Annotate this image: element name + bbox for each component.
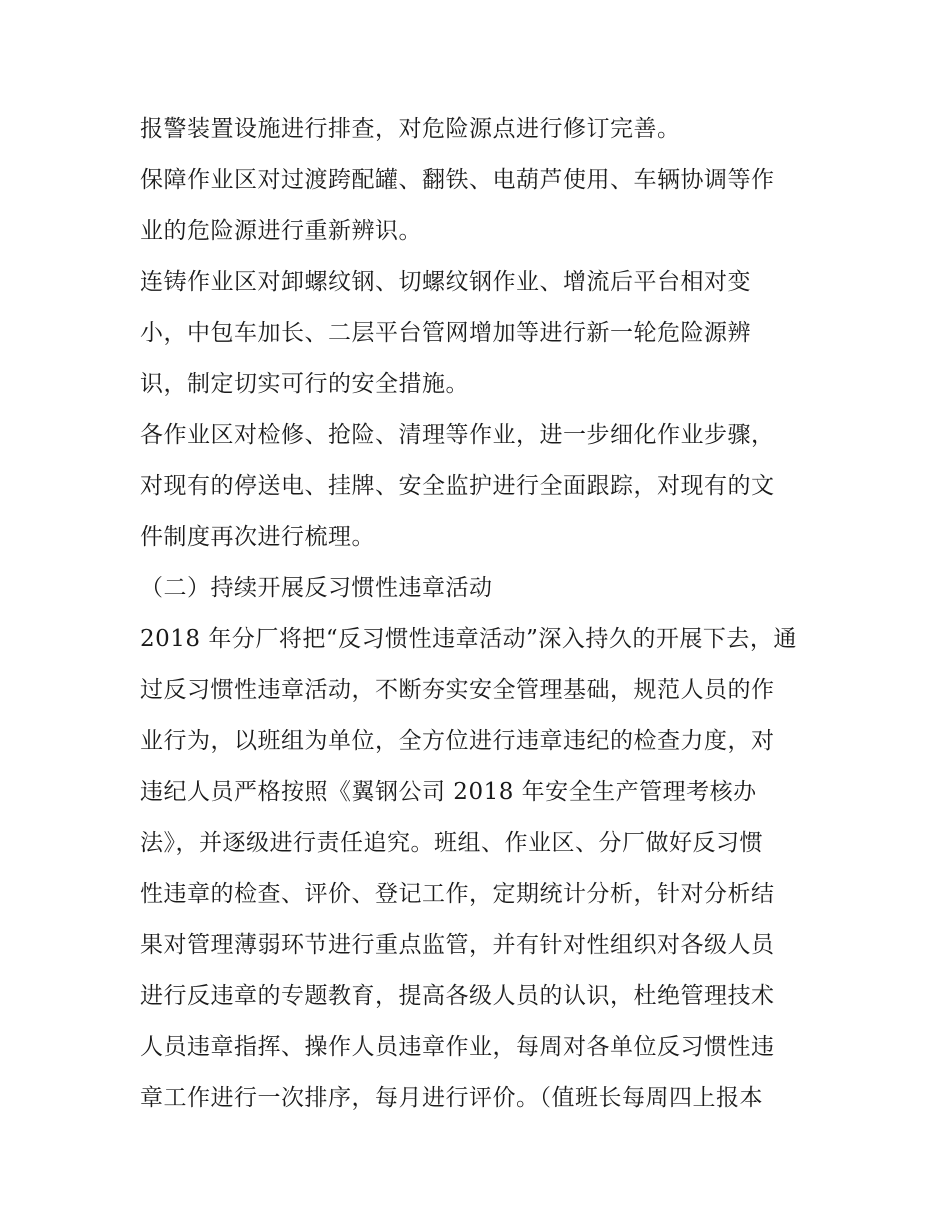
text-line-6: 识，制定切实可行的安全措施。 xyxy=(140,371,469,397)
section-heading: （二）持续开展反习惯性违章活动 xyxy=(140,575,493,601)
text-line-14: 违纪人员严格按照《翼钢公司 2018 年安全生产管理考核办 xyxy=(140,779,757,805)
text-line-3: 业的危险源进行重新辨识。 xyxy=(140,218,422,244)
text-line-15: 法》，并逐级进行责任追究。班组、作业区、分厂做好反习惯 xyxy=(140,830,763,856)
text-line-11: 2018 年分厂将把“反习惯性违章活动”深入持久的开展下去，通 xyxy=(140,626,797,652)
text-line-8: 对现有的停送电、挂牌、安全监护进行全面跟踪，对现有的文 xyxy=(140,473,775,499)
text-line-5: 小，中包车加长、二层平台管网增加等进行新一轮危险源辨 xyxy=(140,320,751,346)
text-line-19: 人员违章指挥、操作人员违章作业，每周对各单位反习惯性违 xyxy=(140,1034,775,1060)
text-line-1: 报警装置设施进行排查，对危险源点进行修订完善。 xyxy=(140,116,681,142)
text-line-2: 保障作业区对过渡跨配罐、翻铁、电葫芦使用、车辆协调等作 xyxy=(140,167,775,193)
text-line-17: 果对管理薄弱环节进行重点监管，并有针对性组织对各级人员 xyxy=(140,932,775,958)
text-line-4: 连铸作业区对卸螺纹钢、切螺纹钢作业、增流后平台相对变 xyxy=(140,269,751,295)
text-line-12: 过反习惯性违章活动，不断夯实安全管理基础，规范人员的作 xyxy=(140,677,775,703)
document-body xyxy=(140,104,820,1124)
text-line-13: 业行为，以班组为单位，全方位进行违章违纪的检查力度，对 xyxy=(140,728,775,754)
text-line-16: 性违章的检查、评价、登记工作，定期统计分析，针对分析结 xyxy=(140,881,775,907)
text-line-7: 各作业区对检修、抢险、清理等作业，进一步细化作业步骤， xyxy=(140,422,775,448)
text-line-20: 章工作进行一次排序，每月进行评价。（值班长每周四上报本 xyxy=(140,1085,763,1111)
text-line-18: 进行反违章的专题教育，提高各级人员的认识，杜绝管理技术 xyxy=(140,983,775,1009)
text-line-9: 件制度再次进行梳理。 xyxy=(140,524,375,550)
